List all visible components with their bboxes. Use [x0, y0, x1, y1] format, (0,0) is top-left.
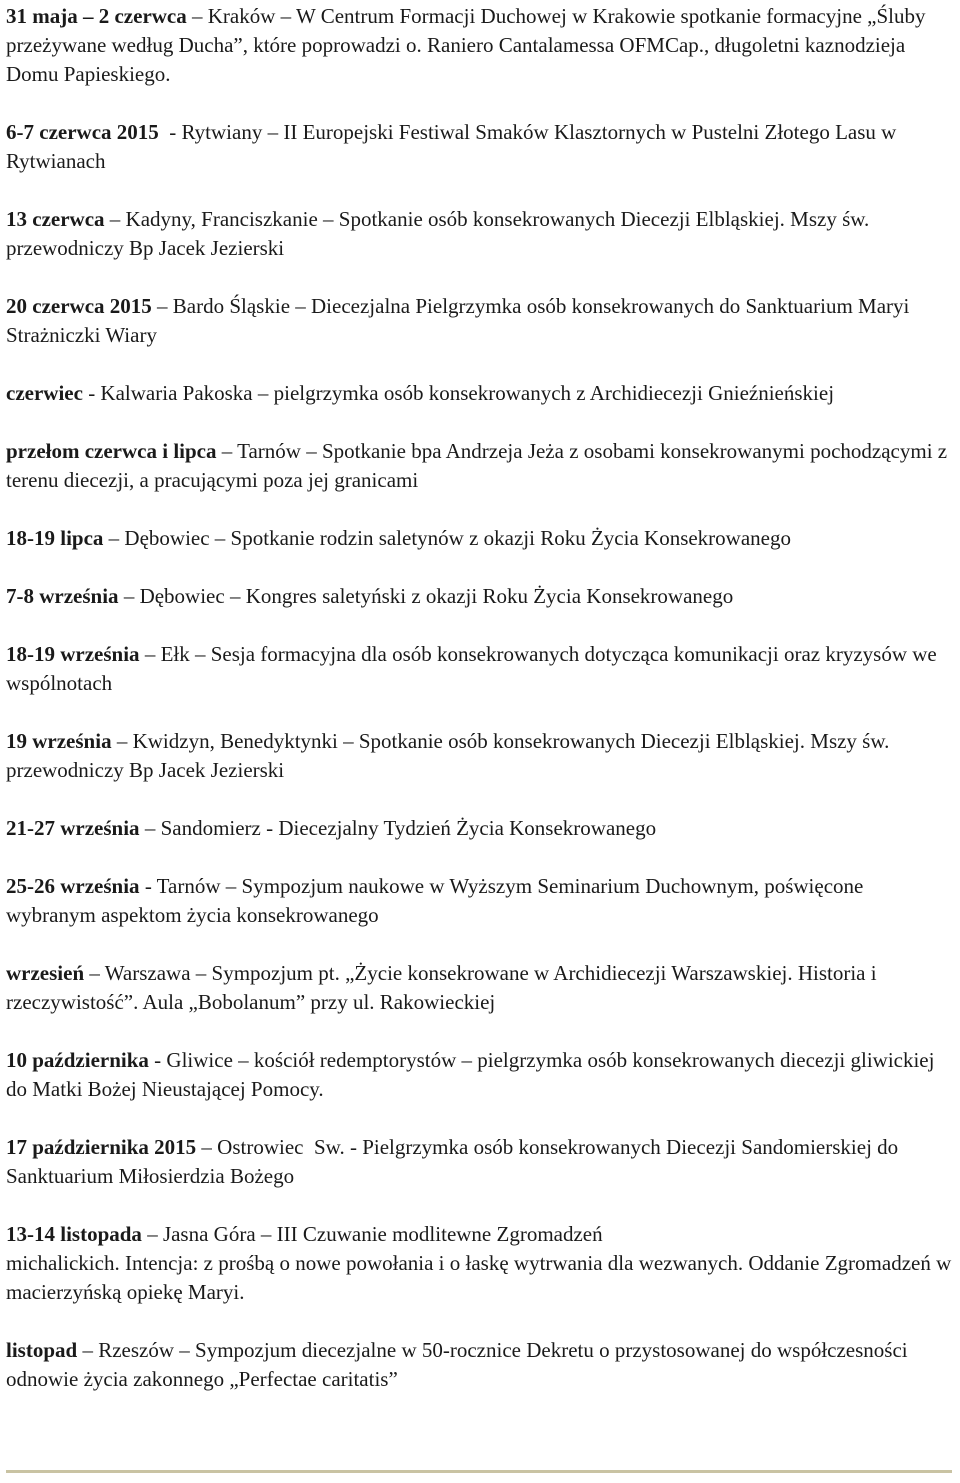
event-description: – Dębowiec – Kongres saletyński z okazji Roku Życia Konsekrowanego	[118, 584, 734, 608]
event-list	[6, 2, 956, 1423]
event-description: – Dębowiec – Spotkanie rodzin saletynów z okazji Roku Życia Konsekrowanego	[103, 526, 791, 550]
event-description: - Kalwaria Pakoska – pielgrzymka osób konsekrowanych z Archidiecezji Gnieźnieńskiej	[82, 381, 835, 405]
event-description: – Rzeszów – Sympozjum diecezjalne w 50-rocznice Dekretu o przystosowanej do współczesności odnowie życia zakonnego „Perfectae caritatis”	[6, 1338, 913, 1391]
event-description: – Jasna Góra – III Czuwanie modlitewne Zgromadzeń michalickich. Intencja: z prośbą o nowe powołania i o łaskę wytrwania dla wezwanych. Oddanie Zgromadzeń w macierzyńską opiekę Maryi.	[6, 1222, 952, 1304]
event-description: – Ostrowiec Sw. - Pielgrzymka osób konsekrowanych Diecezji Sandomierskiej do Sanktuarium Miłosierdzia Bożego	[6, 1135, 904, 1188]
event-entry	[6, 959, 956, 1017]
event-description: - Tarnów – Sympozjum naukowe w Wyższym Seminarium Duchownym, poświęcone wybranym aspektom życia konsekrowanego	[6, 874, 869, 927]
event-description: – Sandomierz - Diecezjalny Tydzień Życia Konsekrowanego	[139, 816, 657, 840]
event-description: – Kraków – W Centrum Formacji Duchowej w Krakowie spotkanie formacyjne „Śluby przeżywane według Ducha”, które poprowadzi o. Raniero Cantalamessa OFMCap., długoletni kaznodzieja Domu Papieskiego.	[6, 4, 931, 86]
event-entry	[6, 524, 956, 553]
event-description: – Tarnów – Spotkanie bpa Andrzeja Jeża z osobami konsekrowanymi pochodzącymi z terenu diecezji, a pracującymi poza jej granicami	[6, 439, 953, 492]
event-date: przełom czerwca i lipca	[6, 439, 217, 463]
event-date: 13-14 listopada	[6, 1222, 142, 1246]
event-description: - Gliwice – kościół redemptorystów – pielgrzymka osób konsekrowanych diecezji gliwickiej do Matki Bożej Nieustającej Pomocy.	[6, 1048, 940, 1101]
event-date: 18-19 września	[6, 642, 140, 666]
event-date: 20 czerwca 2015	[6, 294, 152, 318]
event-entry	[6, 814, 956, 843]
event-entry	[6, 1046, 956, 1104]
event-date: 31 maja – 2 czerwca	[6, 4, 187, 28]
event-date: czerwiec	[6, 381, 83, 405]
event-entry	[6, 727, 956, 785]
event-entry	[6, 1220, 956, 1307]
event-entry	[6, 379, 956, 408]
event-description: – Ełk – Sesja formacyjna dla osób konsekrowanych dotycząca komunikacji oraz kryzysów we wspólnotach	[6, 642, 942, 695]
event-entry	[6, 582, 956, 611]
event-entry	[6, 118, 956, 176]
event-entry	[6, 292, 956, 350]
event-date: 6-7 czerwca 2015	[6, 120, 159, 144]
footer-divider	[6, 1470, 952, 1473]
event-date: wrzesień	[6, 961, 85, 985]
event-entry	[6, 2, 956, 89]
event-date: 21-27 września	[6, 816, 140, 840]
event-description: – Bardo Śląskie – Diecezjalna Pielgrzymka osób konsekrowanych do Sanktuarium Maryi Strażniczki Wiary	[6, 294, 915, 347]
event-description: – Warszawa – Sympozjum pt. „Życie konsekrowane w Archidiecezji Warszawskiej. Historia i rzeczywistość”. Aula „Bobolanum” przy ul. Rakowieckiej	[6, 961, 882, 1014]
event-entry	[6, 437, 956, 495]
event-entry	[6, 1336, 956, 1394]
event-date: 10 października	[6, 1048, 149, 1072]
event-entry	[6, 640, 956, 698]
event-description: – Kwidzyn, Benedyktynki – Spotkanie osób konsekrowanych Diecezji Elbląskiej. Mszy św. przewodniczy Bp Jacek Jezierski	[6, 729, 895, 782]
event-entry	[6, 872, 956, 930]
event-date: listopad	[6, 1338, 78, 1362]
event-date: 25-26 września	[6, 874, 140, 898]
event-date: 13 czerwca	[6, 207, 105, 231]
event-entry	[6, 1133, 956, 1191]
event-date: 17 października 2015	[6, 1135, 197, 1159]
event-date: 18-19 lipca	[6, 526, 104, 550]
event-date: 7-8 września	[6, 584, 119, 608]
event-date: 19 września	[6, 729, 112, 753]
event-description: - Rytwiany – II Europejski Festiwal Smaków Klasztornych w Pustelni Złotego Lasu w Rytwianach	[6, 120, 902, 173]
event-entry	[6, 205, 956, 263]
event-description: – Kadyny, Franciszkanie – Spotkanie osób konsekrowanych Diecezji Elbląskiej. Mszy św. przewodniczy Bp Jacek Jezierski	[6, 207, 875, 260]
